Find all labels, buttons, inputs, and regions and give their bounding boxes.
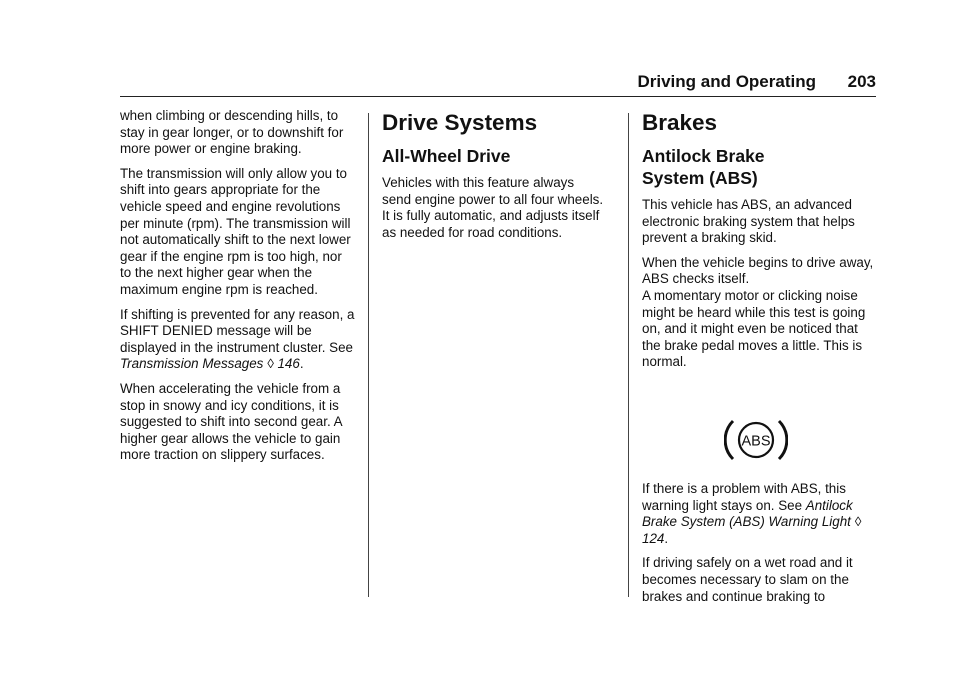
paragraph-line: When the vehicle begins to drive away, ABS checks itself. xyxy=(642,254,874,287)
page-number: 203 xyxy=(847,72,876,91)
paragraph-text: If shifting is prevented for any reason, a SHIFT DENIED message will be displayed in the instrument cluster. See xyxy=(120,306,355,355)
paragraph: If there is a problem with ABS, this warning light stays on. See Antilock Brake System (ABS) Warning Light ◊ 124. xyxy=(642,480,862,546)
paragraph-text: If there is a problem with ABS, this warning light stays on. See xyxy=(642,480,846,513)
paragraph: When accelerating the vehicle from a stop in snowy and icy conditions, it is suggested to shift into second gear. A higher gear allows the vehicle to gain more traction on slippery surfaces. xyxy=(120,380,342,463)
subsection-heading: All-Wheel Drive xyxy=(382,146,511,166)
reference-title: Transmission Messages xyxy=(120,356,264,372)
column-left xyxy=(120,108,356,472)
column-middle xyxy=(382,108,606,249)
section-heading: Drive Systems xyxy=(382,110,538,135)
subsection-heading xyxy=(642,145,878,189)
abs-icon-label: ABS xyxy=(741,433,771,450)
column-divider xyxy=(368,113,369,597)
reference-page: 124 xyxy=(642,530,665,546)
reference-symbol: ◊ xyxy=(267,356,274,372)
reference-symbol: ◊ xyxy=(854,514,862,530)
subsection-heading-line: Antilock Brake xyxy=(642,146,765,166)
page-header xyxy=(120,70,876,97)
section-title: Driving and Operating xyxy=(637,72,816,91)
paragraph: Vehicles with this feature always send engine power to all four wheels. It is fully automatic, and adjusts itself as needed for road conditions. xyxy=(382,175,604,240)
reference-page: 146 xyxy=(277,356,300,372)
paragraph: This vehicle has ABS, an advanced electronic braking system that helps prevent a braking skid. xyxy=(642,197,855,246)
column-right xyxy=(642,108,878,613)
paragraph: If shifting is prevented for any reason, a SHIFT DENIED message will be displayed in the instrument cluster. See Transmission Messages ◊ 146. xyxy=(120,306,355,372)
abs-warning-icon xyxy=(724,415,788,465)
paragraph xyxy=(642,255,878,371)
paragraph: The transmission will only allow you to shift into gears appropriate for the vehicle speed and engine revolutions per minute (rpm). The transmission will not automatically shift to the next lower gear if the engine rpm is too high, nor to the next higher gear when the maximum engine rpm is reached. xyxy=(120,165,351,297)
paragraph: If driving safely on a wet road and it becomes necessary to slam on the brakes and continue braking to xyxy=(642,555,853,604)
section-heading: Brakes xyxy=(642,110,718,135)
reference-title: Antilock Brake System (ABS) Warning Light xyxy=(642,497,853,530)
paragraph-line: A momentary motor or clicking noise might be heard while this test is going on, and it might even be noticed that the brake pedal moves a little. This is normal. xyxy=(642,287,866,370)
abs-warning-figure xyxy=(642,379,878,481)
column-divider xyxy=(628,113,629,597)
paragraph: when climbing or descending hills, to stay in gear longer, or to downshift for more power or engine braking. xyxy=(120,108,344,157)
cross-reference-link[interactable] xyxy=(120,356,300,371)
subsection-heading-line: System (ABS) xyxy=(642,168,758,188)
